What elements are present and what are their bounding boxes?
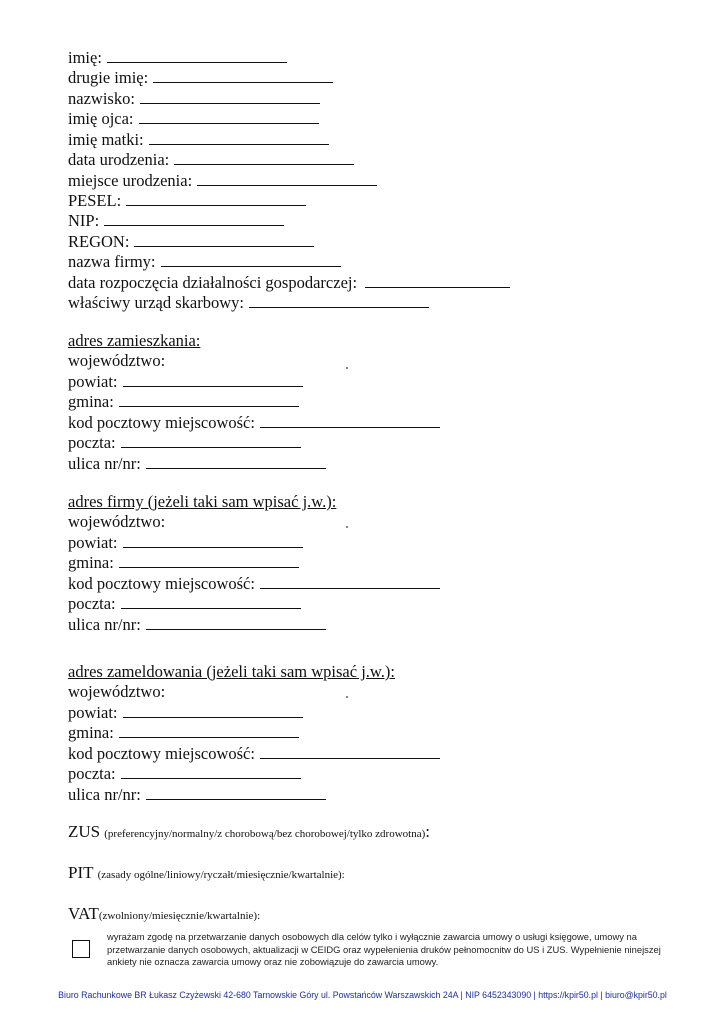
field-label: powiat: (68, 703, 118, 722)
fill-line[interactable] (119, 392, 299, 407)
stray-dot (346, 367, 348, 369)
fill-line[interactable] (119, 553, 299, 568)
field-urzad-skarbowy (68, 293, 429, 313)
vat-label: VAT (68, 904, 99, 923)
fill-line[interactable] (123, 372, 303, 387)
fill-line[interactable] (139, 109, 319, 124)
field-nazwa-firmy (68, 252, 341, 272)
section-heading-adres-zameldowania: adres zameldowania (jeżeli taki sam wpisać j.w.): (68, 662, 395, 681)
fill-line[interactable] (365, 273, 510, 288)
fill-line[interactable] (121, 764, 301, 779)
field-gmina (68, 553, 299, 573)
pit-options: (zasady ogólne/liniowy/ryczałt/miesięcznie/kwartalnie): (97, 869, 345, 881)
fill-line[interactable] (249, 293, 429, 308)
stray-dot (346, 696, 348, 698)
field-label: ulica nr/nr: (68, 615, 141, 634)
field-label: kod pocztowy miejscowość: (68, 574, 255, 593)
field-poczta (68, 433, 301, 453)
vat-options: (zwolniony/miesięcznie/kwartalnie): (98, 910, 261, 922)
field-label: gmina: (68, 392, 114, 411)
field-label: data urodzenia: (68, 150, 170, 169)
fill-line[interactable] (161, 252, 341, 267)
field-imie (68, 48, 287, 68)
field-gmina (68, 392, 299, 412)
field-label: data rozpoczęcia działalności gospodarczej: (68, 273, 358, 292)
fill-line[interactable] (121, 433, 301, 448)
field-label: województwo: (68, 682, 166, 701)
fill-line[interactable] (123, 703, 303, 718)
field-label: imię: (68, 48, 102, 67)
field-label: poczta: (68, 764, 116, 783)
field-powiat (68, 372, 303, 392)
field-imie-matki (68, 130, 329, 150)
pit-label: PIT (68, 863, 94, 882)
section-heading-adres-firmy: adres firmy (jeżeli taki sam wpisać j.w.): (68, 492, 337, 511)
fill-line[interactable] (119, 723, 299, 738)
field-label: nazwa firmy: (68, 252, 156, 271)
fill-line[interactable] (107, 48, 287, 63)
stray-dot (346, 526, 348, 528)
field-kod-pocztowy (68, 413, 440, 433)
fill-line[interactable] (197, 171, 377, 186)
field-ulica (68, 615, 326, 635)
field-label: powiat: (68, 372, 118, 391)
field-label: poczta: (68, 594, 116, 613)
field-miejsce-urodzenia (68, 171, 377, 191)
field-nip (68, 211, 284, 231)
field-wojewodztwo (68, 351, 165, 371)
zus-label: ZUS (68, 822, 101, 841)
field-imie-ojca (68, 109, 319, 129)
field-vat (68, 904, 260, 924)
consent-checkbox[interactable] (72, 940, 90, 958)
field-kod-pocztowy (68, 744, 440, 764)
field-label: właściwy urząd skarbowy: (68, 293, 244, 312)
field-label: drugie imię: (68, 68, 149, 87)
field-pit (68, 863, 345, 883)
field-label: gmina: (68, 723, 114, 742)
field-powiat (68, 533, 303, 553)
fill-line[interactable] (126, 191, 306, 206)
fill-line[interactable] (146, 615, 326, 630)
fill-line[interactable] (134, 232, 314, 247)
fill-line[interactable] (149, 130, 329, 145)
field-data-rozpoczecia (68, 273, 510, 293)
field-data-urodzenia (68, 150, 354, 170)
zus-colon: : (425, 822, 431, 841)
section-heading-adres-zamieszkania: adres zamieszkania: (68, 331, 201, 350)
field-kod-pocztowy (68, 574, 440, 594)
field-label: województwo: (68, 351, 166, 370)
field-powiat (68, 703, 303, 723)
field-label: kod pocztowy miejscowość: (68, 744, 255, 763)
fill-line[interactable] (123, 533, 303, 548)
field-ulica (68, 785, 326, 805)
fill-line[interactable] (260, 413, 440, 428)
zus-options: (preferencyjny/normalny/z chorobową/bez chorobowej/tylko zdrowotna) (104, 828, 426, 840)
field-label: miejsce urodzenia: (68, 171, 193, 190)
field-label: REGON: (68, 232, 130, 251)
field-nazwisko (68, 89, 320, 109)
field-poczta (68, 764, 301, 784)
footer-company-info: Biuro Rachunkowe BR Łukasz Czyżewski 42-680 Tarnowskie Góry ul. Powstańców Warszawskich 24A | NIP 6452343090 | https://kpir50.pl | biuro@kpir50.pl (58, 990, 667, 1000)
field-label: województwo: (68, 512, 166, 531)
field-label: powiat: (68, 533, 118, 552)
field-ulica (68, 454, 326, 474)
field-drugie-imie (68, 68, 333, 88)
field-label: ulica nr/nr: (68, 454, 141, 473)
field-gmina (68, 723, 299, 743)
fill-line[interactable] (140, 89, 320, 104)
field-label: imię ojca: (68, 109, 134, 128)
fill-line[interactable] (104, 211, 284, 226)
field-regon (68, 232, 314, 252)
field-zus (68, 822, 430, 842)
field-label: kod pocztowy miejscowość: (68, 413, 255, 432)
fill-line[interactable] (174, 150, 354, 165)
field-label: NIP: (68, 211, 100, 230)
field-pesel (68, 191, 306, 211)
field-label: PESEL: (68, 191, 122, 210)
field-label: imię matki: (68, 130, 144, 149)
field-label: nazwisko: (68, 89, 135, 108)
field-label: gmina: (68, 553, 114, 572)
fill-line[interactable] (153, 68, 333, 83)
fill-line[interactable] (260, 744, 440, 759)
field-wojewodztwo (68, 682, 165, 702)
fill-line[interactable] (146, 454, 326, 469)
consent-text: wyrażam zgodę na przetwarzanie danych osobowych dla celów tylko i wyłącznie zawarcia umowy o usługi księgowe, umowy na przetwarzanie danych osobowych, aktualizacji w CEIDG oraz wypełenienia druków pełnomocnitw do US i ZUS. Wypełnienie ninejszej ankiety nie oznacza zawarcia umowy oraz nie zobowiązuje do zawarcia umowy. (107, 931, 661, 967)
field-poczta (68, 594, 301, 614)
field-label: poczta: (68, 433, 116, 452)
field-label: ulica nr/nr: (68, 785, 141, 804)
fill-line[interactable] (146, 785, 326, 800)
fill-line[interactable] (260, 574, 440, 589)
fill-line[interactable] (121, 594, 301, 609)
field-wojewodztwo (68, 512, 165, 532)
